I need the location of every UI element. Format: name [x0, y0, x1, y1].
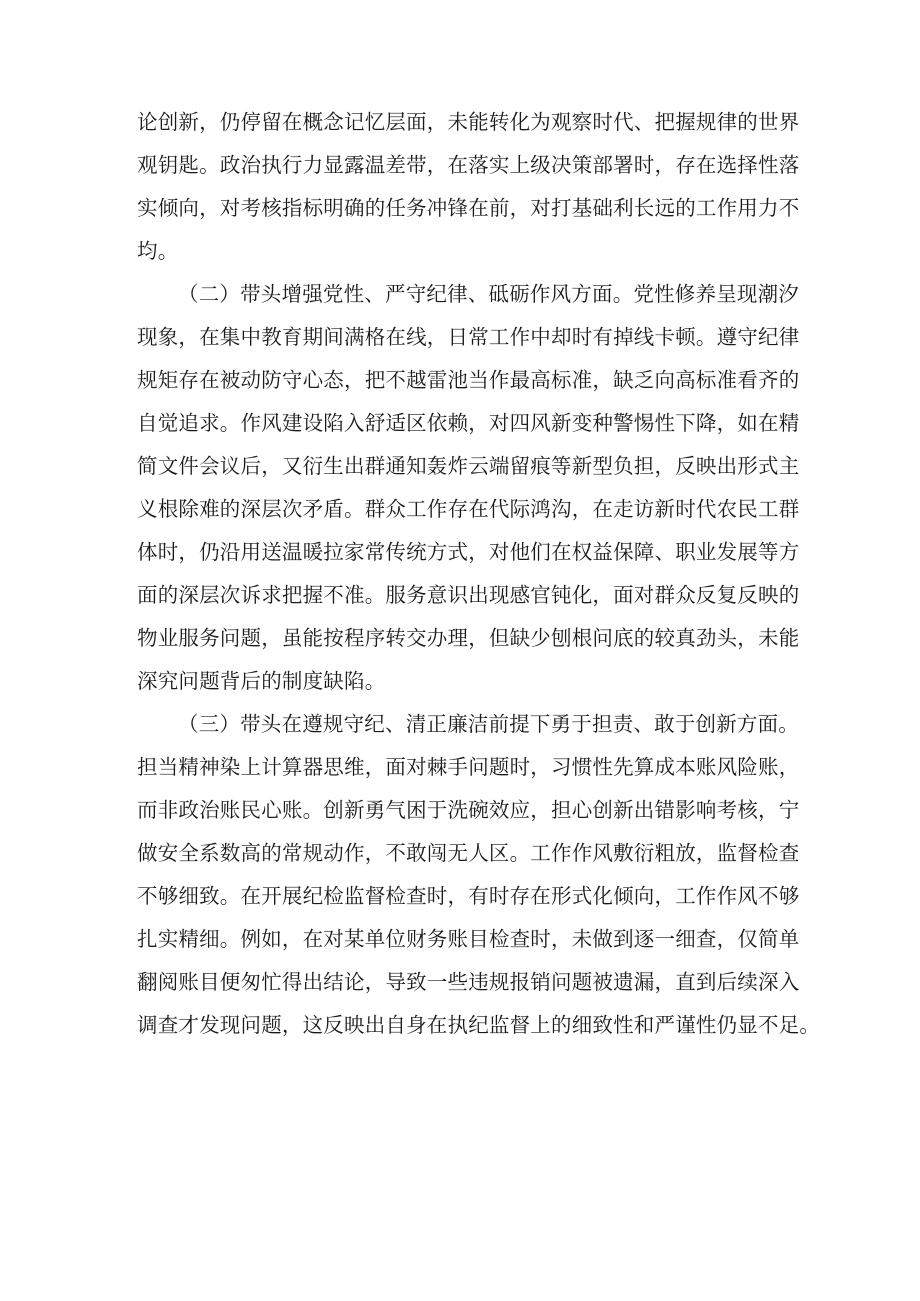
- text-line: 现象，在集中教育期间满格在线，日常工作中却时有掉线卡顿。遵守纪律: [137, 325, 800, 349]
- text-line: 论创新，仍停留在概念记忆层面，未能转化为观察时代、把握规律的世界: [137, 110, 800, 134]
- paragraph-2: [137, 279, 800, 697]
- text-line: 不够细致。在开展纪检监督检查时，有时存在形式化倾向，工作作风不够: [137, 884, 800, 908]
- text-line: 做安全系数高的常规动作，不敢闯无人区。工作作风敷衍粗放，监督检查: [137, 841, 800, 865]
- text-line: 实倾向，对考核指标明确的任务冲锋在前，对打基础利长远的工作用力不: [137, 196, 800, 220]
- text-line: 物业服务问题，虽能按程序转交办理，但缺少刨根问底的较真劲头，未能: [137, 626, 800, 650]
- text-line: 体时，仍沿用送温暖拉家常传统方式，对他们在权益保障、职业发展等方: [137, 540, 800, 564]
- text-line: 自觉追求。作风建设陷入舒适区依赖，对四风新变种警惕性下降，如在精: [137, 411, 800, 435]
- paragraph-3: [137, 709, 821, 1041]
- text-line: 规矩存在被动防守心态，把不越雷池当作最高标准，缺乏向高标准看齐的: [137, 368, 800, 392]
- text-line: 翻阅账目便匆忙得出结论，导致一些违规报销问题被遗漏，直到后续深入: [137, 970, 800, 994]
- text-line: 面的深层次诉求把握不准。服务意识出现感官钝化，面对群众反复反映的: [137, 583, 800, 607]
- text-line: 义根除难的深层次矛盾。群众工作存在代际鸿沟，在走访新时代农民工群: [137, 497, 800, 521]
- text-line: 均。: [137, 239, 179, 263]
- paragraph-1: [137, 107, 800, 267]
- text-line: 担当精神染上计算器思维，面对棘手问题时，习惯性先算成本账风险账，: [137, 755, 800, 779]
- text-line: 观钥匙。政治执行力显露温差带，在落实上级决策部署时，存在选择性落: [137, 153, 800, 177]
- text-line: 调查才发现问题，这反映出自身在执纪监督上的细致性和严谨性仍显不足。: [137, 1013, 821, 1037]
- section-heading-line: （三）带头在遵规守纪、清正廉洁前提下勇于担责、敢于创新方面。: [178, 712, 799, 736]
- text-line: 深究问题背后的制度缺陷。: [137, 669, 386, 693]
- section-heading-line: （二）带头增强党性、严守纪律、砥砺作风方面。党性修养呈现潮汐: [178, 282, 799, 306]
- text-line: 而非政治账民心账。创新勇气困于洗碗效应，担心创新出错影响考核，宁: [137, 798, 800, 822]
- document-page: [137, 107, 821, 1041]
- text-line: 简文件会议后，又衍生出群通知轰炸云端留痕等新型负担，反映出形式主: [137, 454, 800, 478]
- text-line: 扎实精细。例如，在对某单位财务账目检查时，未做到逐一细查，仅简单: [137, 927, 800, 951]
